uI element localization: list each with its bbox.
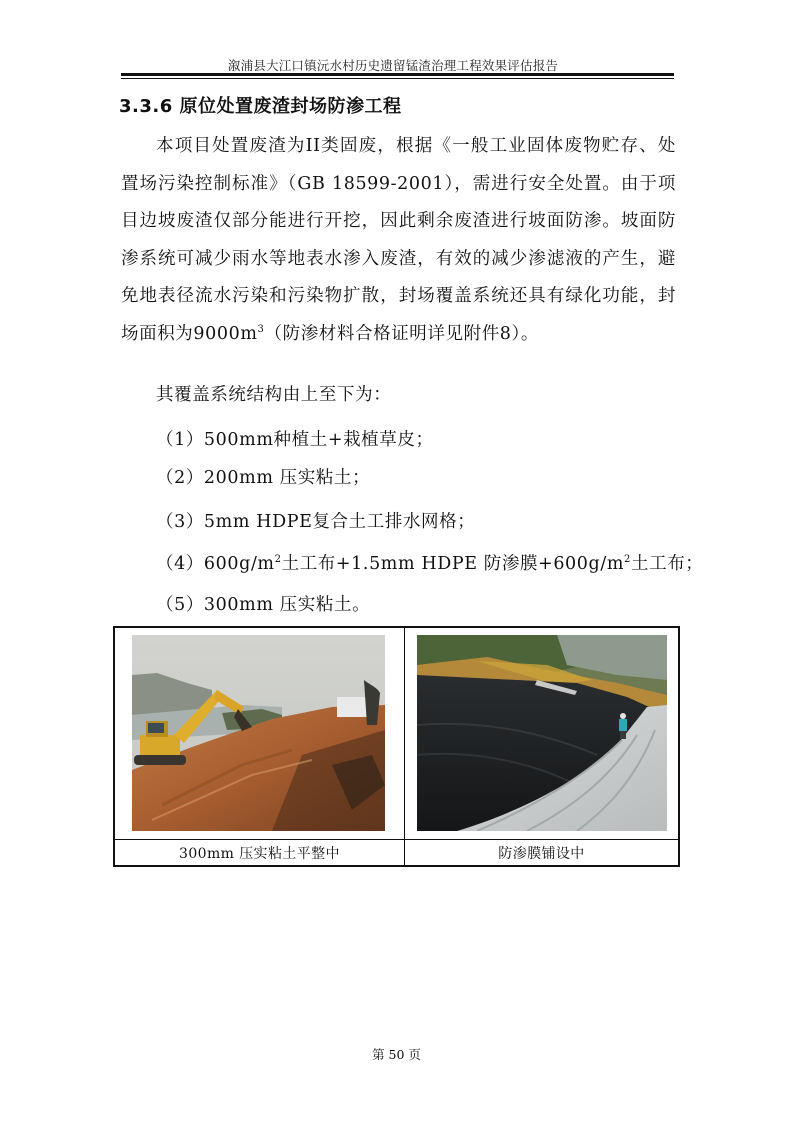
layer-item-3: （3）5mm HDPE复合土工排水网格； — [156, 512, 476, 532]
left-photo-caption: 300mm 压实粘土平整中 — [179, 846, 340, 862]
layer-item-4-superscript-1: 2 — [274, 554, 282, 565]
page-number: 第 50 页 — [372, 1047, 421, 1062]
paragraph-1-tail: （防渗材料合格证明详见附件8）。 — [264, 323, 539, 344]
layer-item-4-part-2: 土工布+1.5mm HDPE 防渗膜+600g/m — [281, 554, 625, 574]
layer-item-2: （2）200mm 压实粘土； — [156, 468, 371, 488]
layer-item-5: （5）300mm 压实粘土。 — [156, 595, 371, 615]
section-title: 3.3.6 原位处置废渣封场防渗工程 — [119, 96, 402, 117]
page-header: 溆浦县大江口镇沅水村历史遗留锰渣治理工程效果评估报告 — [227, 58, 559, 73]
table-horizontal-divider — [115, 839, 678, 840]
body-paragraph-1 — [121, 128, 676, 353]
layer-item-4-part-1: （4）600g/m — [156, 554, 275, 574]
area-unit-superscript: 3 — [257, 323, 265, 335]
layer-item-1: （1）500mm种植土+栽植草皮； — [156, 430, 434, 450]
layer-item-4-superscript-2: 2 — [624, 554, 631, 565]
body-paragraph-2: 其覆盖系统结构由上至下为： — [156, 385, 392, 405]
excavator-photo — [132, 635, 385, 831]
photo-table — [113, 626, 680, 867]
paragraph-1-text: 本项目处置废渣为II类固废，根据《一般工业固体废物贮存、处置场污染控制标准》（GB 18599-2001），需进行安全处置。由于项目边坡废渣仅部分能进行开挖，因此剩余废渣进行坡面防渗。坡面防渗系统可减少雨水等地表水渗入废渣，有效的减少渗滤液的产生，避免地表径流水污染和污染物扩散，封场覆盖系统还具有绿化功能，封场面积为9000m — [121, 136, 676, 344]
layer-item-4 — [156, 551, 703, 577]
header-rule-thin — [121, 78, 674, 79]
table-vertical-divider — [404, 628, 405, 865]
header-rule-thick — [121, 73, 674, 76]
layer-item-4-part-3: 土工布； — [631, 554, 704, 574]
right-photo-caption: 防渗膜铺设中 — [498, 846, 585, 862]
geomembrane-photo — [417, 635, 667, 831]
